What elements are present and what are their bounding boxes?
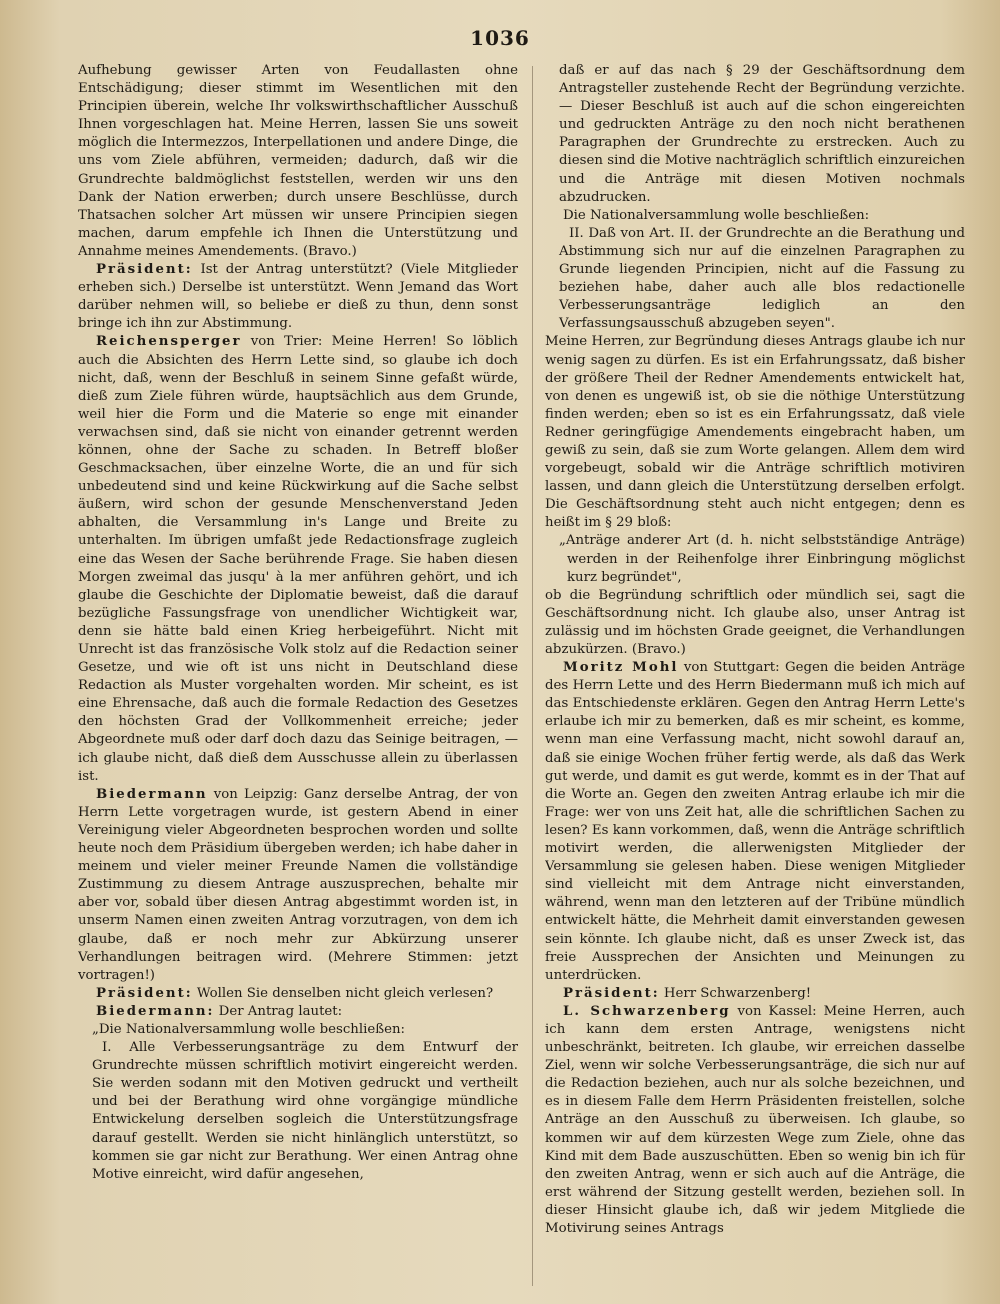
speaker-name: Präsident: [96,985,193,1001]
speaker-name: Präsident: [96,262,193,278]
paragraph [545,1003,965,1238]
quotation: „Anträge anderer Art (d. h. nicht selbstständige Anträge) werden in der Reihenfolge ihrer Einbringung möglichst kurz begründet", [559,533,965,585]
motion-item: II. Daß von Art. II. der Grundrechte an die Berathung und Abstimmung sich nur auf die einzelnen Paragraphen zu Grunde liegenden Principien, nicht auf die Fassung zu beziehen habe, daher auch alle blos redactionelle Verbesserungsanträge lediglich an den Verfassungsausschuß abzugeben seyen". [559,225,965,332]
paragraph [78,786,518,985]
speaker-name: Präsident: [563,985,660,1001]
motion-item: I. Alle Verbesserungsanträge zu dem Entwurf der Grundrechte müssen schriftlich motivirt eingereicht werden. Sie werden sodann mit den Motiven gedruckt und vertheilt und bei der Berathung wird ohne vorgängige mündliche Entwickelung derselben sogleich die Unterstützungsfrage darauf gestellt. Werden sie nicht hinlänglich unterstützt, so kommen sie gar nicht zur Berathung. Wer einen Antrag ohne Motive einreicht, wird dafür angesehen, [92,1040,518,1182]
speech-text: Wollen Sie denselben nicht gleich verlesen? [192,985,494,1001]
paragraph [78,261,518,333]
speaker-name: Biedermann: [96,1003,215,1019]
paragraph: ob die Begründung schriftlich oder mündlich sei, sagt die Geschäftsordnung nicht. Ich glaube also, unser Antrag ist zulässig und im höchsten Grade geeignet, die Verhandlungen abzukürzen. (Bravo.) [545,587,965,657]
motion-intro: „Die Nationalversammlung wolle beschließen: [92,1021,406,1037]
paragraph [545,985,965,1003]
speaker-name: Moritz Mohl [563,660,679,676]
paragraph: Meine Herren, zur Begründung dieses Antrags glaube ich nur wenig sagen zu dürfen. Es ist ein Erfahrungssatz, daß bisher der größere Theil der Redner Amendements entwickelt hat, von denen es ungewiß ist, ob sie die nöthige Unterstützung finden werden; eben so ist es ein Erfahrungssatz, daß viele Redner geringfügige Amendements eingebracht haben, um gewiß zu sein, daß sie zum Worte gelangen. Allem dem wird vorgebeugt, sobald wir die Anträge schriftlich motiviren lassen, und dann gleich die Unterstützung derselben erfolgt. Die Geschäftsordnung steht auch nicht entgegen; denn es heißt im § 29 bloß: [545,334,965,531]
paragraph [78,333,518,785]
left-column [78,62,518,1292]
speaker-name: L. Schwarzenberg [563,1003,731,1019]
paragraph [78,985,518,1003]
speech-text: von Stuttgart: Gegen die beiden Anträge des Herrn Lette und des Herrn Biedermann muß ich mich auf das Entschiedenste erklären. Gegen den Antrag Herrn Lette's erlaube ich mir zu bemerken, daß es mir scheint, es komme, wenn man eine Verfassung macht, nicht sowohl darauf an, daß sie einige Wochen früher fertig werde, als daß das Werk gut werde, und damit es gut werde, kommt es in der That auf die Worte an. Gegen den zweiten Antrag erlaube ich mir die Frage: wer von uns Zeit hat, alle die schriftlichen Sachen zu lesen? Es kann vorkommen, daß, wenn die Anträge schriftlich motivirt werden, die allerwenigsten Mitglieder der Versammlung sie gelesen haben. Diese wenigen Mitglieder sind vielleicht mit dem Antrage nicht einverstanden, während, wenn man den letzteren auf der Tribüne mündlich entwickelt hätte, die Mehrheit damit einverstanden gewesen sein könnte. Ich glaube nicht, daß es unser Zweck ist, das freie Aussprechen der Ansichten und Meinungen zu unterdrücken. [545,660,965,983]
paragraph: Aufhebung gewisser Arten von Feudallasten ohne Entschädigung; dieser stimmt im Wesentlichen mit den Principien überein, welche Ihr volkswirthschaftlicher Ausschuß Ihnen vorgeschlagen hat. Meine Herren, lassen Sie uns soweit möglich die Intermezzos, Interpellationen und andere Dinge, die uns vom Ziele abführen, vermeiden; dadurch, daß wir die Grundrechte baldmöglichst feststellen, werden wir uns den Dank der Nation erwerben; durch unsere Beschlüsse, durch Thatsachen solcher Art müssen wir unsere Principien siegen machen, darum empfehle ich Ihnen die Unterstützung und Annahme meines Amendements. (Bravo.) [78,63,518,259]
paragraph [78,1003,518,1021]
speech-text: von Trier: Meine Herren! So löblich auch die Absichten des Herrn Lette sind, so glaube ich doch nicht, daß, wenn der Beschluß in seinem Sinne gefaßt würde, dieß zum Ziele führen würde, hauptsächlich aus dem Grunde, weil hier die Form und die Materie so enge mit einander verwachsen sind, daß sie nicht von einander getrennt werden können, ohne der Sache zu schaden. In Betreff bloßer Geschmacksachen, über einzelne Worte, die an und für sich unbedeutend sind und keine Rückwirkung auf die Sache selbst äußern, wird schon der gesunde Menschenverstand Jeden abhalten, die Versammlung in's Lange und Breite zu unterhalten. Im übrigen umfaßt jede Redactionsfrage zugleich eine das Wesen der Sache berührende Frage. Sie haben diesen Morgen zweimal das jusqu' à la mer anführen gehört, und ich glaube die Geschichte der Diplomatie beweist, daß die darauf bezügliche Fassungsfrage von unendlicher Wichtigkeit war, denn sie hätte bald einen Krieg herbeigeführt. Nicht mit Unrecht ist das französische Volk stolz auf die Redaction seiner Gesetze, und wie oft ist uns nicht in Deutschland diese Redaction als Muster vorgehalten worden. Mir scheint, es ist eine Ehrensache, daß auch die formale Redaction des Gesetzes den höchsten Grad der Vollkommenheit erreiche; jeder Abgeordnete muß oder darf doch dazu das Seinige beitragen, — ich glaube nicht, daß dieß dem Ausschusse allein zu überlassen ist. [78,334,518,784]
paragraph [545,659,965,985]
speaker-name: Reichensperger [96,334,242,350]
right-column [545,62,965,1292]
motion-intro: Die Nationalversammlung wolle beschließen: [563,207,870,223]
speech-text: Herr Schwarzenberg! [659,985,812,1001]
speech-text: Der Antrag lautet: [214,1003,343,1019]
speech-text: von Kassel: Meine Herren, auch ich kann dem ersten Antrage, wenigstens nicht unbeschränkt, beitreten. Ich glaube, wir erreichen dasselbe Ziel, wenn wir solche Verbesserungsanträge, die sich nur auf die Redaction beziehen, auch nur als solche bezeichnen, und es in diesem Falle dem Herrn Präsidenten freistellen, solche Anträge an den Ausschuß zu überweisen. Ich glaube, so kommen wir auf dem kürzesten Wege zum Ziele, ohne das Kind mit dem Bade auszuschütten. Eben so wenig bin ich für den zweiten Antrag, wenn er sich auch auf die Anträge, die erst während der Sitzung gestellt werden, beziehen soll. In dieser Hinsicht glaube ich, daß wir jedem Mitgliede die Motivirung seines Antrags [545,1003,965,1236]
speaker-name: Biedermann [96,786,208,802]
speech-text: Ist der Antrag unterstützt? (Viele Mitglieder erheben sich.) Derselbe ist unterstützt. Wenn Jemand das Wort darüber nehmen will, so beliebe er dieß zu thun, denn sonst bringe ich ihn zur Abstimmung. [78,262,518,332]
page-number: 1036 [470,26,530,50]
column-divider [532,66,533,1286]
speech-text: von Leipzig: Ganz derselbe Antrag, der von Herrn Lette vorgetragen wurde, ist gestern Abend in einer Vereinigung vieler Abgeordneten besprochen worden und sollte heute noch dem Präsidium übergeben werden; ich habe daher in meinem und vieler meiner Freunde Namen die vollständige Zustimmung zu diesem Antrage auszusprechen, behalte mir aber vor, sobald über diesen Antrag abgestimmt worden ist, in unserm Namen einen zweiten Antrag vorzutragen, von dem ich glaube, daß er noch mehr zur Abkürzung unserer Verhandlungen beitragen wird. (Mehrere Stimmen: jetzt vortragen!) [78,786,518,983]
motion-item-continued: daß er auf das nach § 29 der Geschäftsordnung dem Antragsteller zustehende Recht der Begründung verzichte. — Dieser Beschluß ist auch auf die schon eingereichten und gedruckten Anträge zu den noch nicht berathenen Paragraphen der Grundrechte zu erstrecken. Auch zu diesen sind die Motive nachträglich schriftlich einzureichen und die Anträge mit diesen Motiven nochmals abzudrucken. [559,63,965,205]
